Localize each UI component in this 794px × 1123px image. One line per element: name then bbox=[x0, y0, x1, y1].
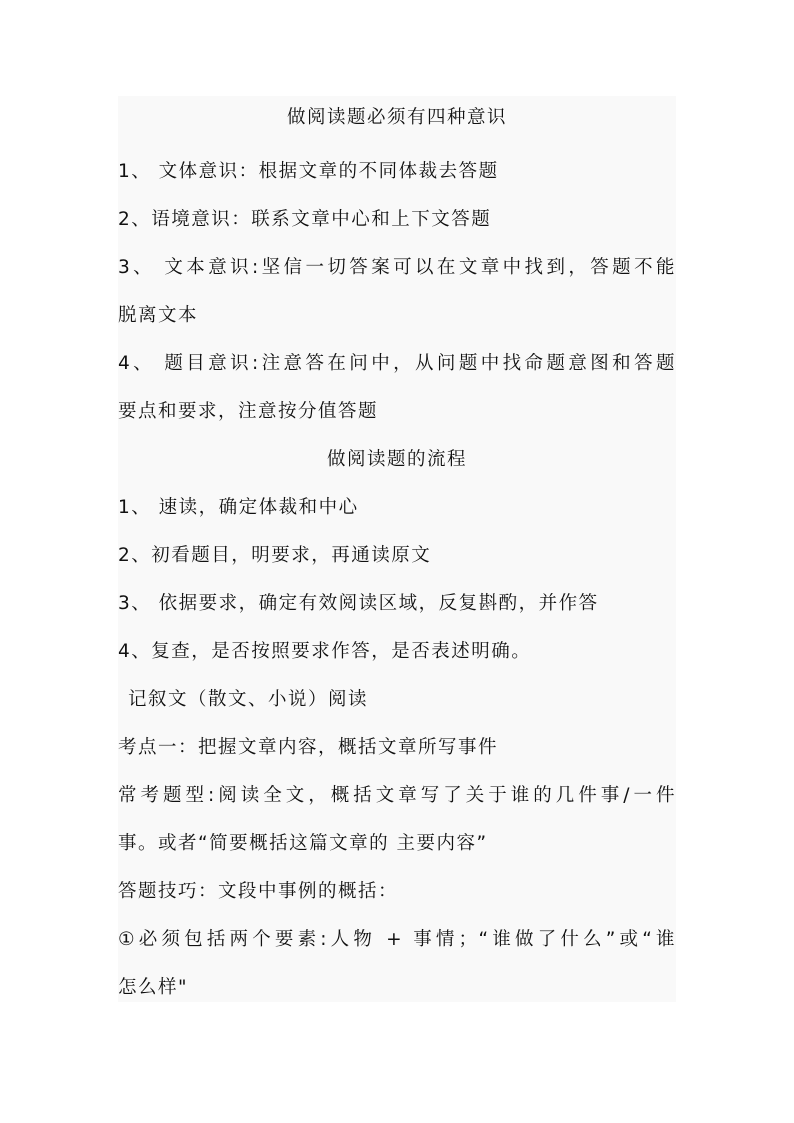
awareness-item-3-cont: 脱离文本 bbox=[118, 305, 199, 326]
tips-title: 答题技巧：文段中事例的概括： bbox=[118, 881, 399, 902]
process-item-3: 3、 依据要求，确定有效阅读区域，反复斟酌，并作答 bbox=[118, 593, 599, 614]
heading-process: 做阅读题的流程 bbox=[326, 449, 467, 470]
awareness-item-4-cont: 要点和要求，注意按分值答题 bbox=[118, 401, 379, 422]
awareness-item-4: 4、 题目意识:注意答在问中，从问题中找命题意图和答题 bbox=[118, 353, 676, 374]
process-item-4: 4、复查，是否按照要求作答，是否表述明确。 bbox=[118, 641, 532, 662]
awareness-item-1: 1、 文体意识：根据文章的不同体裁去答题 bbox=[118, 161, 499, 182]
kaodian-line: 考点一：把握文章内容，概括文章所写事件 bbox=[118, 737, 499, 758]
question-type-line-1: 常考题型:阅读全文，概括文章写了关于谁的几件事/一件 bbox=[118, 785, 676, 806]
document-page bbox=[118, 96, 676, 1002]
awareness-item-2: 2、语境意识：联系文章中心和上下文答题 bbox=[118, 209, 492, 230]
tips-line-1: ①必须包括两个要素:人物 + 事情；“谁做了什么”或“谁 bbox=[118, 929, 676, 950]
question-type-line-2: 事。或者“简要概括这篇文章的 主要内容” bbox=[118, 833, 488, 854]
tips-line-2: 怎么样" bbox=[118, 977, 189, 998]
process-item-1: 1、 速读，确定体裁和中心 bbox=[118, 497, 359, 518]
process-item-2: 2、初看题目，明要求，再通读原文 bbox=[118, 545, 432, 566]
awareness-item-3: 3、 文本意识:坚信一切答案可以在文章中找到，答题不能 bbox=[118, 257, 676, 278]
heading-four-awareness: 做阅读题必须有四种意识 bbox=[286, 107, 507, 128]
section-title: 记叙文（散文、小说）阅读 bbox=[128, 689, 369, 710]
